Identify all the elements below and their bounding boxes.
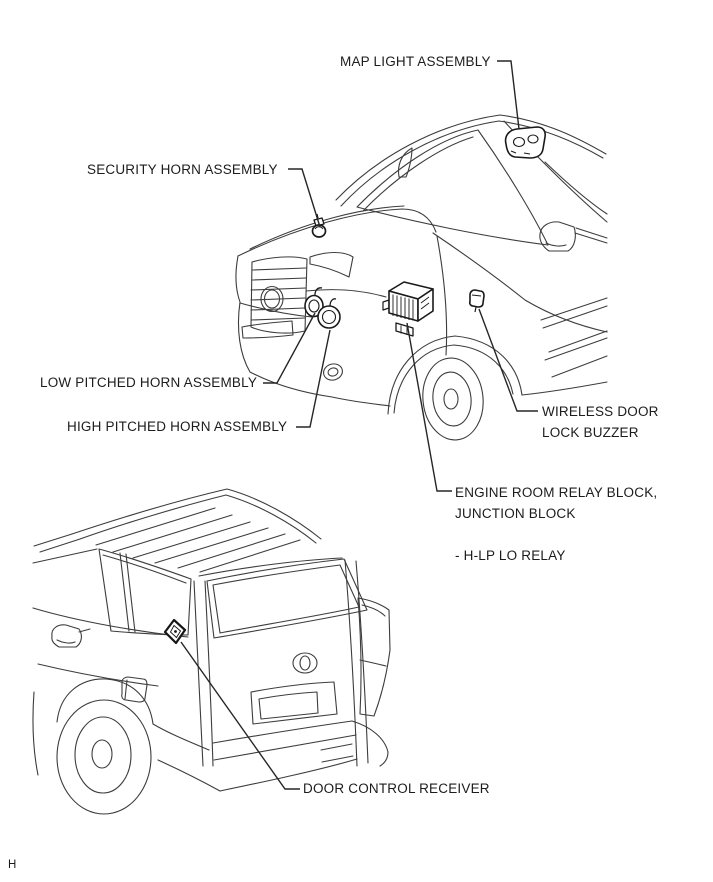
leader-map-light <box>497 61 519 129</box>
label-line: ENGINE ROOM RELAY BLOCK, <box>455 485 658 500</box>
label-security-horn-assembly: SECURITY HORN ASSEMBLY <box>87 162 278 177</box>
wireless-door-lock-buzzer-component <box>470 290 484 312</box>
leader-high-pitched-horn <box>296 330 330 427</box>
label-wireless-door-lock-buzzer <box>542 401 659 443</box>
leader-security-horn <box>288 169 320 227</box>
leader-wireless-buzzer <box>479 309 538 411</box>
label-door-control-receiver: DOOR CONTROL RECEIVER <box>303 781 490 796</box>
label-map-light-assembly: MAP LIGHT ASSEMBLY <box>340 54 491 69</box>
page-marker: H <box>8 859 17 871</box>
leader-engine-relay-block <box>407 323 452 491</box>
rear-vehicle-drawing <box>33 489 390 814</box>
label-line: WIRELESS DOOR <box>542 404 659 419</box>
label-line: LOCK BUZZER <box>542 425 639 440</box>
leader-low-pitched-horn <box>263 313 315 383</box>
leader-door-control-receiver <box>181 642 300 789</box>
label-line: JUNCTION BLOCK <box>455 506 576 521</box>
map-light-assembly-component <box>506 127 546 158</box>
front-vehicle-drawing <box>236 115 607 443</box>
door-control-receiver-component <box>165 620 185 643</box>
label-low-pitched-horn-assembly: LOW PITCHED HORN ASSEMBLY <box>40 375 258 390</box>
label-engine-room-relay-block <box>455 482 657 524</box>
label-high-pitched-horn-assembly: HIGH PITCHED HORN ASSEMBLY <box>67 419 288 434</box>
label-hlp-lo-relay: - H-LP LO RELAY <box>455 548 566 563</box>
